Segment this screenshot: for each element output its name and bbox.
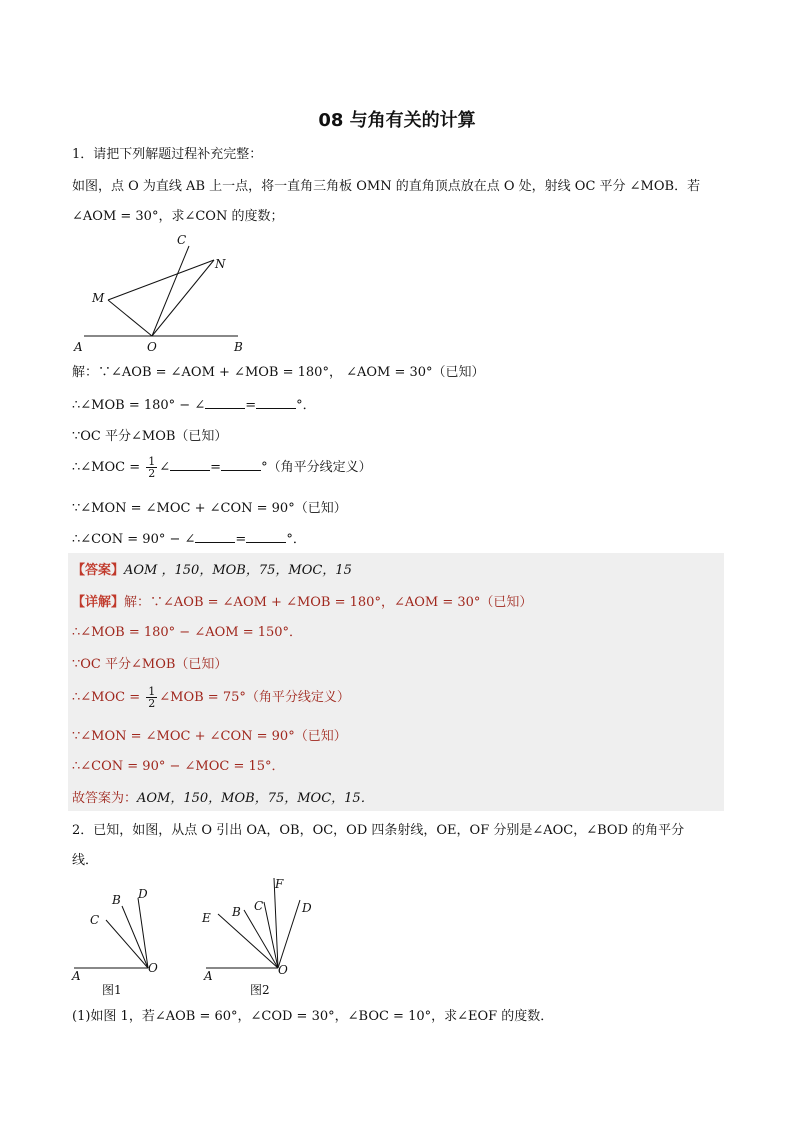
label-o: O bbox=[278, 963, 288, 977]
label-d: D bbox=[302, 901, 312, 915]
q1-step-6-mid: = bbox=[235, 532, 247, 547]
fraction-half: $\frac{1}{2}$ bbox=[148, 685, 156, 710]
blank-field bbox=[195, 530, 235, 543]
detail-line-5: ∵∠MON = ∠MOC + ∠CON = 90°（已知） bbox=[72, 729, 347, 744]
figure-caption: 图1 bbox=[102, 983, 122, 997]
answer-line bbox=[72, 562, 352, 580]
label-n: N bbox=[215, 257, 226, 271]
ray-od bbox=[278, 900, 300, 968]
ray-od bbox=[138, 898, 148, 968]
q1-figure bbox=[72, 232, 252, 356]
label-o: O bbox=[148, 961, 158, 975]
ray-oc bbox=[152, 246, 189, 336]
q2-figure-1 bbox=[70, 880, 180, 1000]
q1-step-3: ∵OC 平分∠MOB（已知） bbox=[72, 429, 228, 444]
q1-step-4 bbox=[72, 456, 372, 479]
detail-4-pre: ∴∠MOC = bbox=[72, 690, 141, 705]
q2-stem-line2: 线． bbox=[72, 853, 99, 868]
angle-symbol: ∠ bbox=[159, 460, 171, 475]
q1-step-1: 解：∵∠AOB = ∠AOM + ∠MOB = 180°， ∠AOM = 30°（已知） bbox=[72, 365, 485, 380]
label-o: O bbox=[147, 340, 157, 354]
ray-ob bbox=[244, 910, 278, 968]
label-m: M bbox=[92, 291, 105, 305]
page-title: 08 与角有关的计算 bbox=[318, 110, 476, 131]
q1-stem-line1: 如图，点 O 为直线 AB 上一点，将一直角三角板 OMN 的直角顶点放在点 O 处，射线 OC 平分 ∠MOB．若 bbox=[72, 179, 701, 194]
detail-line-1 bbox=[72, 594, 532, 612]
q2-stem-line1: 2．已知，如图，从点 O 引出 OA，OB，OC，OD 四条射线，OE，OF 分别是∠AOC，∠BOD 的角平分 bbox=[72, 823, 685, 838]
final-answer-label: 故答案为： bbox=[72, 791, 138, 806]
detail-4-post: ∠MOB = 75°（角平分线定义） bbox=[159, 690, 350, 705]
detail-1: 解：∵∠AOB = ∠AOM + ∠MOB = 180°，∠AOM = 30°（已知） bbox=[124, 595, 533, 610]
detail-line-4 bbox=[72, 686, 350, 709]
detail-line-6: ∴∠CON = 90° − ∠MOC = 15°． bbox=[72, 759, 285, 774]
q1-step-6 bbox=[72, 530, 306, 549]
blank-field bbox=[246, 530, 286, 543]
label-e: E bbox=[202, 911, 211, 925]
label-b: B bbox=[232, 905, 241, 919]
q1-step-4-post: °（角平分线定义） bbox=[261, 460, 372, 475]
label-c: C bbox=[177, 233, 187, 247]
q1-step-2-pre: ∴∠MOB = 180° − ∠ bbox=[72, 398, 206, 413]
fraction-half: $\frac{1}{2}$ bbox=[148, 455, 156, 480]
q2-figure-2 bbox=[198, 872, 328, 1002]
q1-step-2 bbox=[72, 396, 316, 415]
blank-field bbox=[170, 458, 210, 471]
label-a: A bbox=[72, 969, 81, 983]
q1-step-5: ∵∠MON = ∠MOC + ∠CON = 90°（已知） bbox=[72, 501, 347, 516]
ray-ob bbox=[122, 906, 148, 968]
detail-tag: 【详解】 bbox=[72, 595, 125, 610]
blank-field bbox=[221, 458, 261, 471]
q1-stem-line2: ∠AOM = 30°，求∠CON 的度数； bbox=[72, 209, 284, 224]
answer-tag: 【答案】 bbox=[72, 563, 125, 578]
q1-prompt: 1．请把下列解题过程补充完整： bbox=[72, 147, 263, 162]
label-a: A bbox=[74, 340, 83, 354]
answer-text: AOM ，150，MOB，75，MOC，15 bbox=[124, 563, 352, 578]
final-answer-line bbox=[72, 790, 374, 808]
label-f: F bbox=[275, 877, 284, 891]
q1-step-6-post: °． bbox=[286, 532, 306, 547]
q1-step-4-mid: = bbox=[210, 460, 222, 475]
figure-caption: 图2 bbox=[250, 983, 270, 997]
q1-step-2-post: °． bbox=[296, 398, 316, 413]
final-answer-values: AOM，150，MOB，75，MOC，15． bbox=[137, 791, 374, 806]
q1-step-6-pre: ∴∠CON = 90° − ∠ bbox=[72, 532, 196, 547]
label-b: B bbox=[234, 340, 243, 354]
detail-line-2: ∴∠MOB = 180° − ∠AOM = 150°． bbox=[72, 625, 303, 640]
q1-step-2-mid: = bbox=[245, 398, 257, 413]
label-a: A bbox=[204, 969, 213, 983]
ray-oe bbox=[218, 914, 278, 968]
ray-of bbox=[274, 878, 278, 968]
label-d: D bbox=[138, 887, 148, 901]
label-b: B bbox=[112, 893, 121, 907]
detail-line-3: ∵OC 平分∠MOB（已知） bbox=[72, 657, 228, 672]
blank-field bbox=[205, 396, 245, 409]
q1-step-4-pre: ∴∠MOC = bbox=[72, 460, 141, 475]
label-c: C bbox=[254, 899, 264, 913]
ray-om bbox=[108, 300, 152, 336]
q2-part-1: (1)如图 1，若∠AOB = 60°，∠COD = 30°，∠BOC = 10°，求∠EOF 的度数． bbox=[72, 1009, 554, 1024]
label-c: C bbox=[90, 913, 100, 927]
blank-field bbox=[256, 396, 296, 409]
